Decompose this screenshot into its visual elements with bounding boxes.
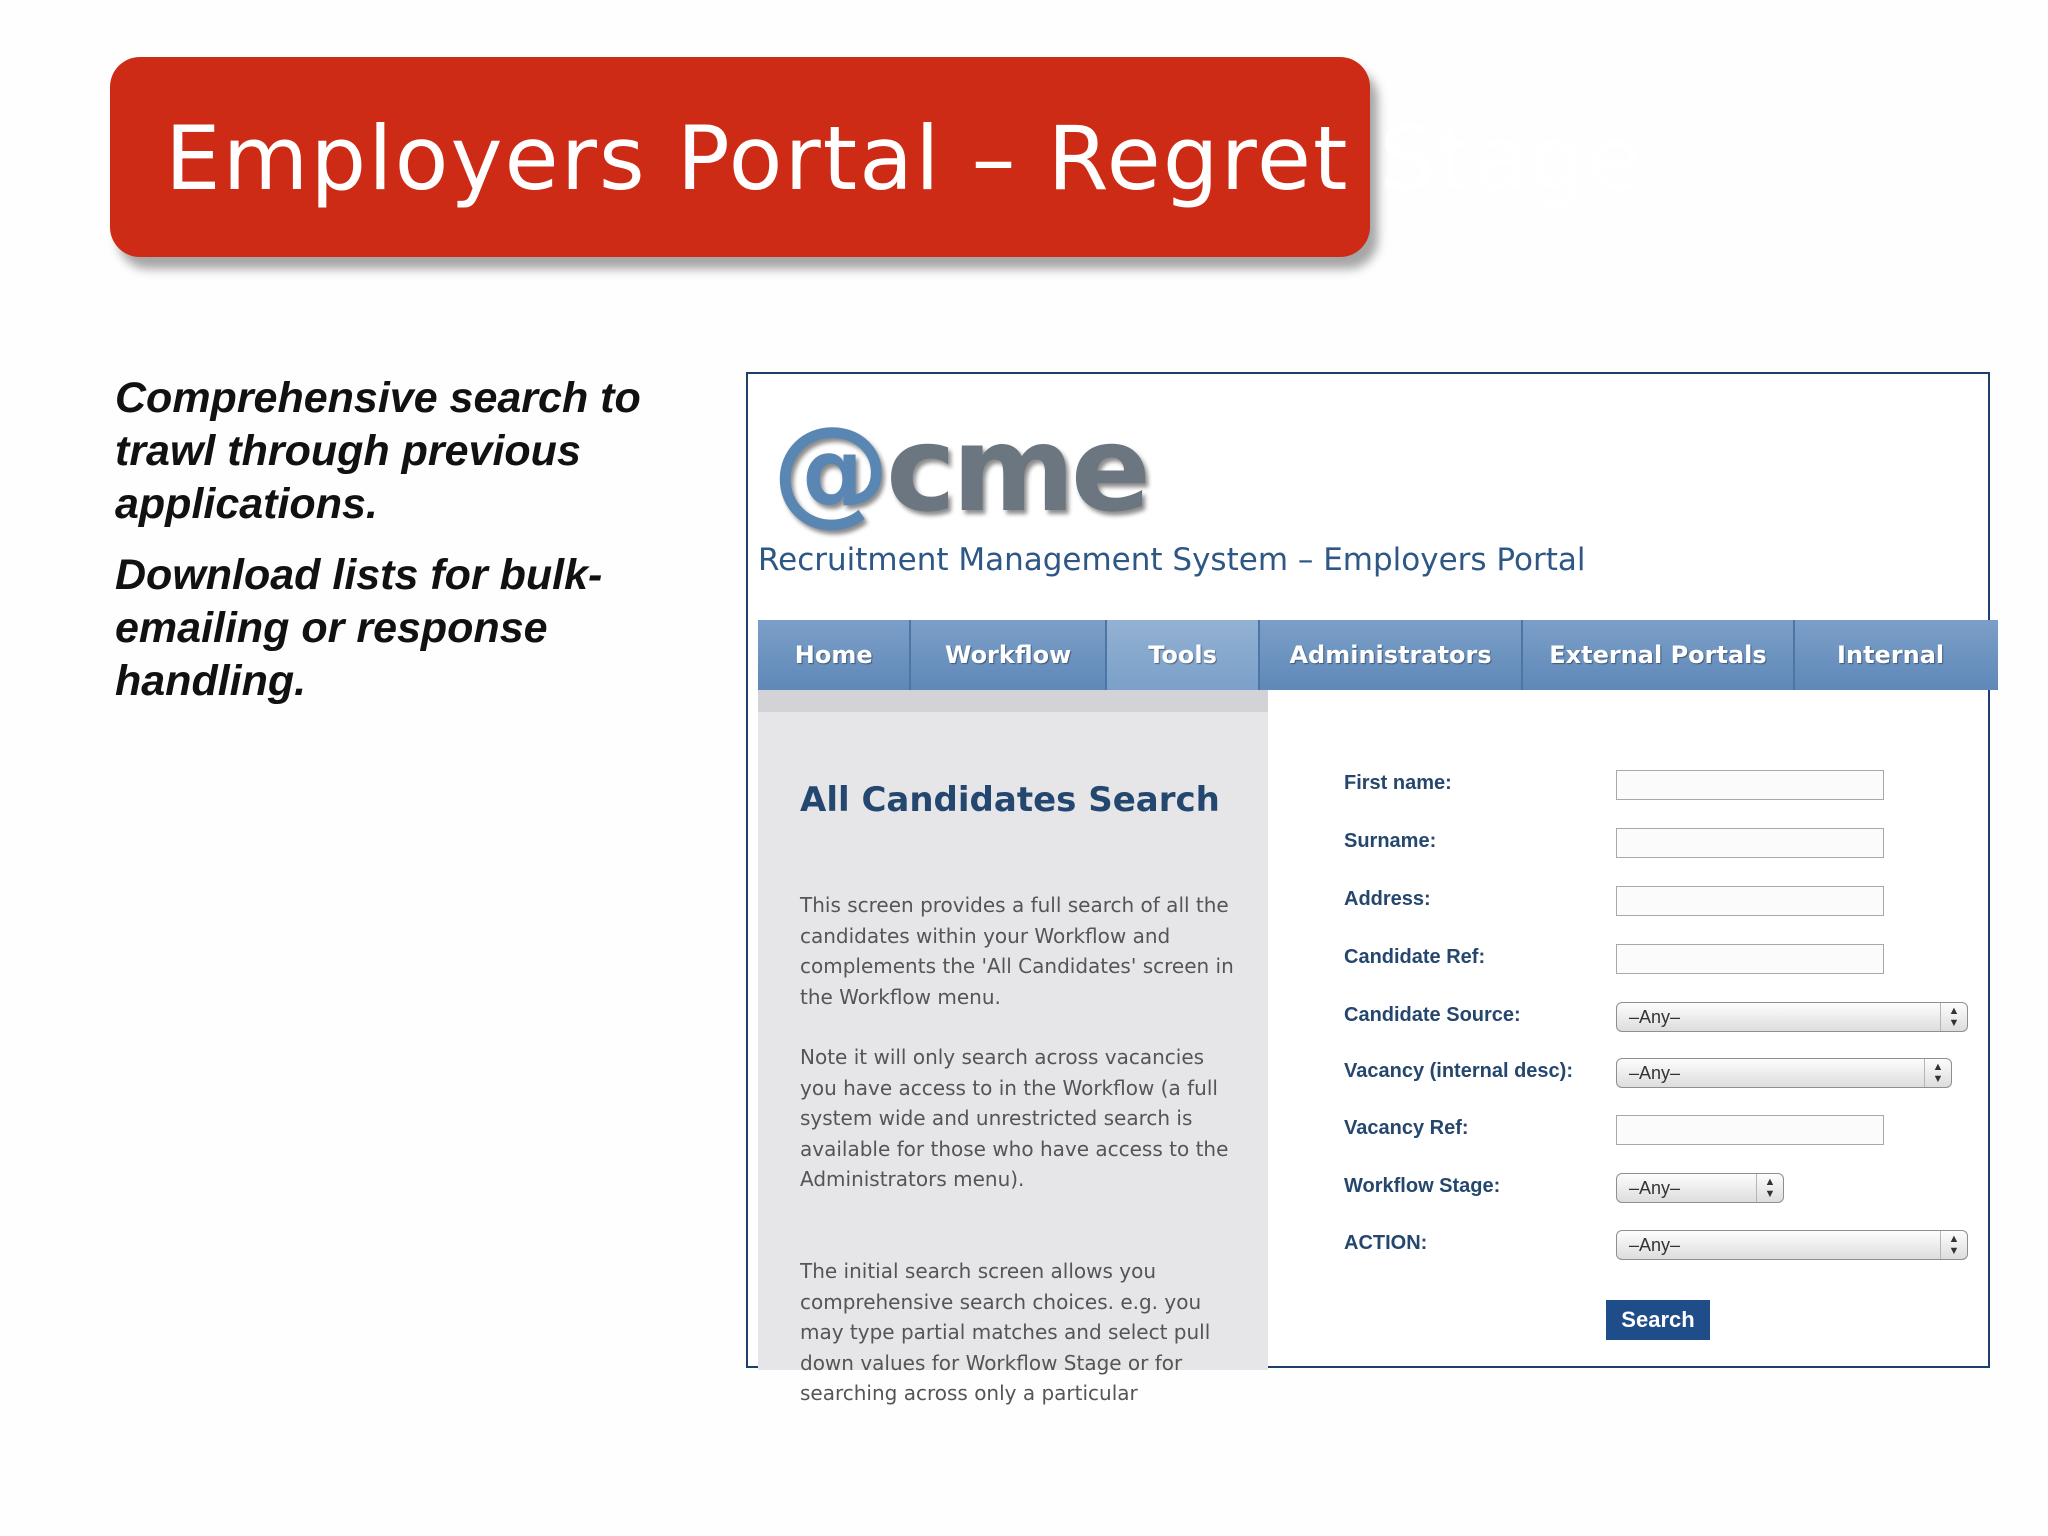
candidate-source-select[interactable] — [1616, 1002, 1968, 1032]
action-value: –Any– — [1629, 1234, 1681, 1255]
nav-external-portals[interactable]: External Portals — [1523, 620, 1795, 690]
vacancy-ref-label: Vacancy Ref: — [1344, 1117, 1469, 1139]
nav-home[interactable]: Home — [758, 620, 911, 690]
panel-paragraph-2: Note it will only search across vacancies you have access to in the Workflow (a full system wide and unrestricted search is available for those who have access to the Administrators menu). — [800, 1045, 1229, 1191]
candidate-ref-label: Candidate Ref: — [1344, 946, 1486, 968]
vacancy-ref-input[interactable] — [1616, 1115, 1884, 1145]
bullet-list — [115, 372, 655, 726]
logo-at: @ — [772, 400, 886, 538]
select-arrows-icon: ▲ ▼ — [1940, 1231, 1967, 1259]
vacancy-desc-select[interactable] — [1616, 1058, 1952, 1088]
address-label: Address: — [1344, 888, 1431, 910]
vacancy-desc-label: Vacancy (internal desc): — [1344, 1060, 1573, 1082]
bullet-1: Comprehensive search to trawl through previous applications. — [115, 374, 641, 528]
workflow-stage-select[interactable] — [1616, 1173, 1784, 1203]
workflow-stage-value: –Any– — [1629, 1177, 1681, 1198]
action-label: ACTION: — [1344, 1232, 1428, 1254]
first-name-label: First name: — [1344, 772, 1452, 794]
nav-tools[interactable]: Tools — [1107, 620, 1260, 690]
panel-heading: All Candidates Search — [800, 780, 1220, 820]
nav-internal[interactable]: Internal — [1837, 641, 1945, 669]
search-button[interactable]: Search — [1606, 1300, 1710, 1340]
select-arrows-icon: ▲ ▼ — [1924, 1059, 1951, 1087]
address-input[interactable] — [1616, 886, 1884, 916]
info-panel — [758, 690, 1268, 1405]
workflow-stage-label: Workflow Stage: — [1344, 1175, 1501, 1197]
portal-screenshot — [746, 372, 1990, 1405]
first-name-input[interactable] — [1616, 770, 1884, 800]
action-select[interactable] — [1616, 1230, 1968, 1260]
nav-workflow[interactable]: Workflow — [911, 620, 1107, 690]
system-title: Recruitment Management System – Employers Portal — [758, 542, 1586, 578]
panel-paragraph-1: This screen provides a full search of all the candidates within your Workflow and complements the 'All Candidates' screen in the Workflow menu. — [800, 893, 1234, 1009]
surname-input[interactable] — [1616, 828, 1884, 858]
nav-administrators[interactable]: Administrators — [1260, 620, 1523, 690]
main-navbar — [758, 620, 1998, 690]
candidate-ref-input[interactable] — [1616, 944, 1884, 974]
panel-strip — [758, 690, 1268, 712]
candidate-source-value: –Any– — [1629, 1006, 1681, 1027]
slide-title: Employers Portal – Regret Stage — [165, 107, 1644, 210]
panel-paragraph-3: The initial search screen allows you comprehensive search choices. e.g. you may type partial matches and select pull down values for Workflow Stage or for searching across only a particular — [800, 1259, 1211, 1405]
surname-label: Surname: — [1344, 830, 1437, 852]
candidate-source-label: Candidate Source: — [1344, 1004, 1521, 1026]
title-clip — [110, 57, 1644, 257]
select-arrows-icon: ▲ ▼ — [1756, 1174, 1783, 1202]
bullet-2: Download lists for bulk-emailing or response handling. — [115, 551, 603, 705]
select-arrows-icon: ▲ ▼ — [1940, 1003, 1967, 1031]
vacancy-desc-value: –Any– — [1629, 1062, 1681, 1083]
logo-text: cme — [886, 400, 1147, 538]
acme-logo — [772, 400, 1147, 538]
